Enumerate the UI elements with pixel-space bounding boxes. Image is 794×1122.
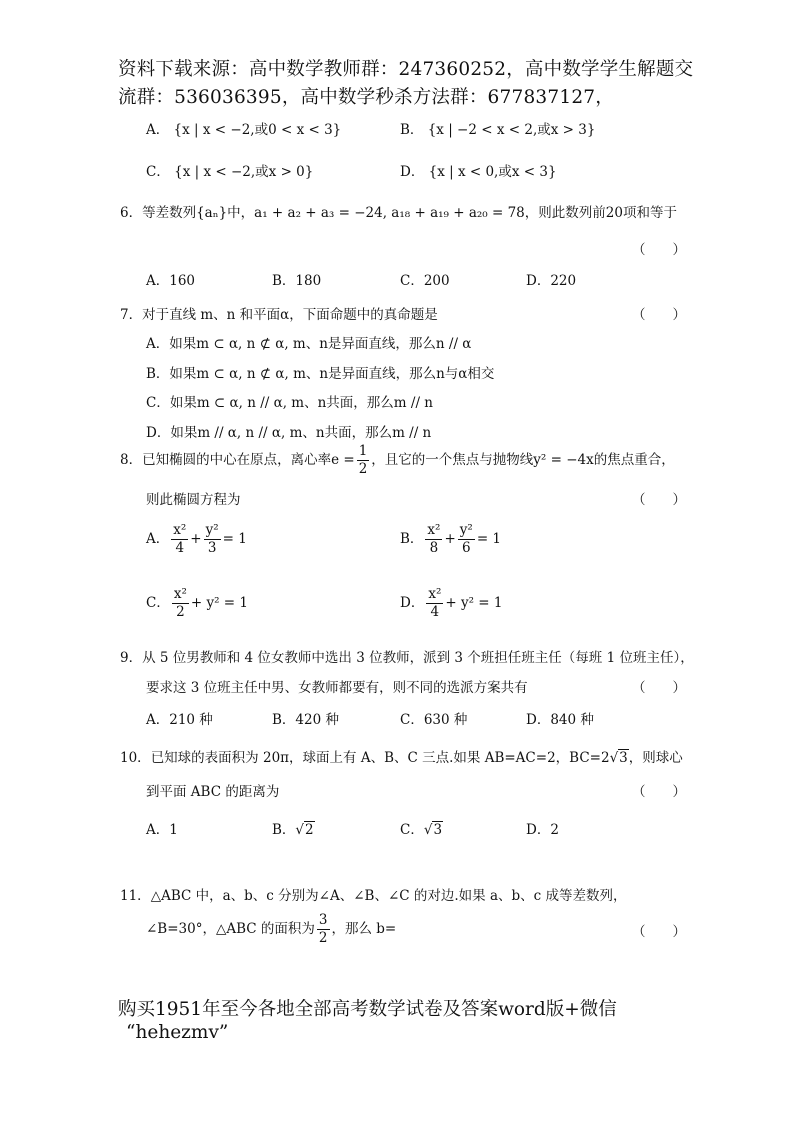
q5-option-d[interactable]: D． {x | x < 0,或x < 3}: [400, 164, 557, 180]
q6-option-a[interactable]: A．160: [146, 273, 196, 289]
footer-line-1: 购买1951年至今各地全部高考数学试卷及答案word版+微信: [118, 999, 617, 1020]
header-line-2: 流群：536036395，高中数学秒杀方法群：677837127，: [118, 87, 614, 108]
q7-option-d[interactable]: D．如果m // α, n // α, m、n共面，那么m // n: [146, 425, 432, 441]
q9-option-d[interactable]: D．840 种: [526, 712, 594, 728]
q11-answer-blank[interactable]: （ ）: [632, 924, 686, 940]
q8-option-b[interactable]: B． $\frac{\text{x²}}{8}$ + $\frac{\text{y²}}{6}$ = 1: [400, 522, 502, 556]
q9-option-c[interactable]: C．630 种: [400, 712, 468, 728]
q10-option-b[interactable]: B．√2: [272, 822, 314, 838]
q7-option-b[interactable]: B．如果m ⊂ α, n ⊄ α, m、n是异面直线，那么n与α相交: [146, 366, 495, 382]
q8-option-d[interactable]: D． $\frac{\text{x²}}{4}$ + y² = 1: [400, 586, 503, 620]
q10-stem: 10．已知球的表面积为 20π，球面上有 A、B、C 三点.如果 AB=AC=2，BC=2√3，则球心: [120, 750, 683, 766]
q10-option-d[interactable]: D．2: [526, 822, 559, 838]
q8-eccentricity-fraction: $\frac{1}{2}$: [358, 443, 368, 477]
header-line-1: 资料下载来源：高中数学教师群：247360252，高中数学学生解题交: [118, 59, 694, 80]
q6-answer-blank[interactable]: （ ）: [632, 242, 686, 258]
q5-option-b[interactable]: B． {x | −2 < x < 2,或x > 3}: [400, 122, 596, 138]
q8-answer-blank[interactable]: （ ）: [632, 492, 686, 508]
q9-stem-line-2: 要求这 3 位班主任中男、女教师都要有，则不同的选派方案共有: [146, 680, 528, 696]
q8-option-c[interactable]: C． $\frac{\text{x²}}{2}$ + y² = 1: [146, 586, 248, 620]
q8-option-a[interactable]: A． $\frac{\text{x²}}{4}$ + $\frac{\text{y²}}{3}$ = 1: [146, 522, 247, 556]
q10-stem-line-2: 到平面 ABC 的距离为: [146, 784, 280, 800]
q9-option-a[interactable]: A．210 种: [146, 712, 213, 728]
footer-line-2: “hehezmv”: [126, 1022, 229, 1043]
q10-option-c[interactable]: C．√3: [400, 822, 443, 838]
q8-stem: 8．已知椭圆的中心在原点，离心率e = $\frac{1}{2}$ ，且它的一个焦点与抛物线y² = −4x的焦点重合，: [120, 443, 675, 477]
q11-stem-line-2: ∠B=30°，△ABC 的面积为 $\frac{3}{2}$ ，那么 b=: [146, 912, 397, 946]
q7-option-c[interactable]: C．如果m ⊂ α, n // α, m、n共面，那么m // n: [146, 395, 433, 411]
q9-answer-blank[interactable]: （ ）: [632, 680, 686, 696]
q6-stem: 6．等差数列{aₙ}中，a₁ + a₂ + a₃ = −24, a₁₈ + a₁₉ + a₂₀ = 78，则此数列前20项和等于: [120, 205, 677, 221]
q9-option-b[interactable]: B．420 种: [272, 712, 339, 728]
q9-stem: 9．从 5 位男教师和 4 位女教师中选出 3 位教师，派到 3 个班担任班主任（每班 1 位班主任），: [120, 650, 694, 666]
q6-option-b[interactable]: B．180: [272, 273, 322, 289]
q11-stem: 11．△ABC 中，a、b、c 分别为∠A、∠B、∠C 的对边.如果 a、b、c 成等差数列，: [120, 888, 627, 904]
q5-option-a[interactable]: A． {x | x < −2,或0 < x < 3}: [146, 122, 342, 138]
q5-option-c[interactable]: C． {x | x < −2,或x > 0}: [146, 164, 314, 180]
q6-option-c[interactable]: C．200: [400, 273, 450, 289]
q11-area-fraction: $\frac{3}{2}$: [318, 912, 328, 946]
q6-option-d[interactable]: D．220: [526, 273, 577, 289]
q10-option-a[interactable]: A．1: [146, 822, 178, 838]
q7-stem: 7．对于直线 m、n 和平面α，下面命题中的真命题是: [120, 307, 438, 323]
q7-answer-blank[interactable]: （ ）: [632, 307, 686, 323]
q8-stem-line-2: 则此椭圆方程为: [146, 492, 241, 508]
q7-option-a[interactable]: A．如果m ⊂ α, n ⊄ α, m、n是异面直线，那么n // α: [146, 336, 472, 352]
q10-answer-blank[interactable]: （ ）: [632, 784, 686, 800]
